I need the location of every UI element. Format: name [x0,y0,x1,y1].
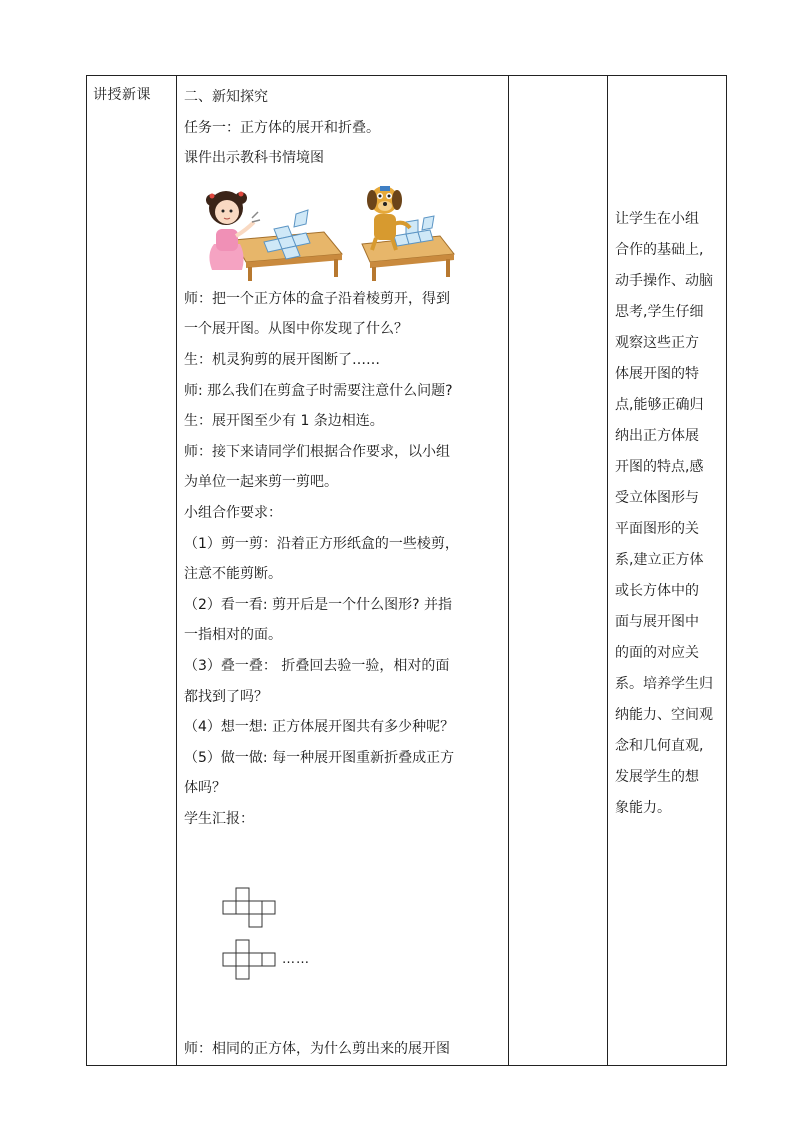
dialogue-line: 学生汇报： [184,810,254,827]
design-line: 系。培养学生归 [615,676,713,692]
stage-cell [87,76,177,1066]
dialogue-line: 生：展开图至少有 1 条边相连。 [184,413,384,430]
table-row [87,76,727,1066]
design-line: 开图的特点,感 [615,459,704,475]
design-line: 体展开图的特 [615,366,699,382]
cube-nets-svg [184,834,344,1034]
dialogue-line: 一指相对的面。 [184,627,282,644]
cube-net-1 [223,888,275,927]
design-line: 念和几何直观, [615,738,704,754]
dialogue-line: 师: 那么我们在剪盒子时需要注意什么问题? [184,382,453,399]
design-line: 点,能够正确归 [615,397,704,413]
dialogue-line: 小组合作要求： [184,504,282,521]
design-line: 让学生在小组 [615,211,699,227]
dialogue-line: （2）看一看: 剪开后是一个什么图形? 并指 [184,596,452,613]
dialogue-line: 注意不能剪断。 [184,566,282,583]
courseware-note: 课件出示教科书情境图 [184,150,324,167]
design-line: 系,建立正方体 [615,552,704,568]
design-line: 纳出正方体展 [615,428,699,444]
dialogue-line: 都找到了吗？ [184,688,268,705]
design-line: 动手操作、动脑 [615,273,713,289]
design-line: 象能力。 [615,800,671,816]
blank-column [509,76,608,1066]
dialogue-line: 师：把一个正方体的盒子沿着棱剪开，得到 [184,290,450,307]
design-line: 观察这些正方 [615,335,699,351]
last-dialogue-line: 师：相同的正方体，为什么剪出来的展开图 [184,1041,450,1058]
dialogue-line: （4）想一想: 正方体展开图共有多少种呢？ [184,719,455,736]
dialogue-line: 师：接下来请同学们根据合作要求，以小组 [184,443,450,460]
cube-nets-figure [184,834,502,1034]
design-line: 面与展开图中 [615,614,699,630]
design-intent-cell [608,76,727,1066]
dialogue-line: （5）做一做: 每一种展开图重新折叠成正方 [184,749,455,766]
task-title: 任务一：正方体的展开和折叠。 [184,119,380,136]
lesson-table [86,75,727,1066]
dialogue-line: （3）叠一叠： 折叠回去验一验，相对的面 [184,657,450,674]
design-line: 纳能力、空间观 [615,707,713,723]
design-line: 合作的基础上, [615,242,704,258]
design-line: 发展学生的想 [615,769,699,785]
design-line: 或长方体中的 [615,583,699,599]
illustration-svg [184,174,496,284]
dialogue-line: 一个展开图。从图中你发现了什么？ [184,321,408,338]
dialogue-line: 为单位一起来剪一剪吧。 [184,474,338,491]
left-table [234,210,342,281]
stage-label: 讲授新课 [93,87,151,103]
section-heading: 二、新知探究 [184,89,268,105]
design-line: 思考,学生仔细 [615,304,704,320]
design-intent-text [608,76,726,824]
design-line: 平面图形的关 [615,521,699,537]
cube-net-2 [223,940,275,979]
dialogue-line: 体吗？ [184,780,226,797]
dialogue-line: （1）剪一剪：沿着正方形纸盒的一些棱剪， [184,535,459,552]
design-line: 的面的对应关 [615,645,699,661]
content-cell [177,76,509,1066]
nets-ellipsis: …… [282,952,310,968]
design-line: 受立体图形与 [615,490,699,506]
textbook-illustration [184,174,502,284]
dialogue-line: 生：机灵狗剪的展开图断了…… [184,351,380,368]
